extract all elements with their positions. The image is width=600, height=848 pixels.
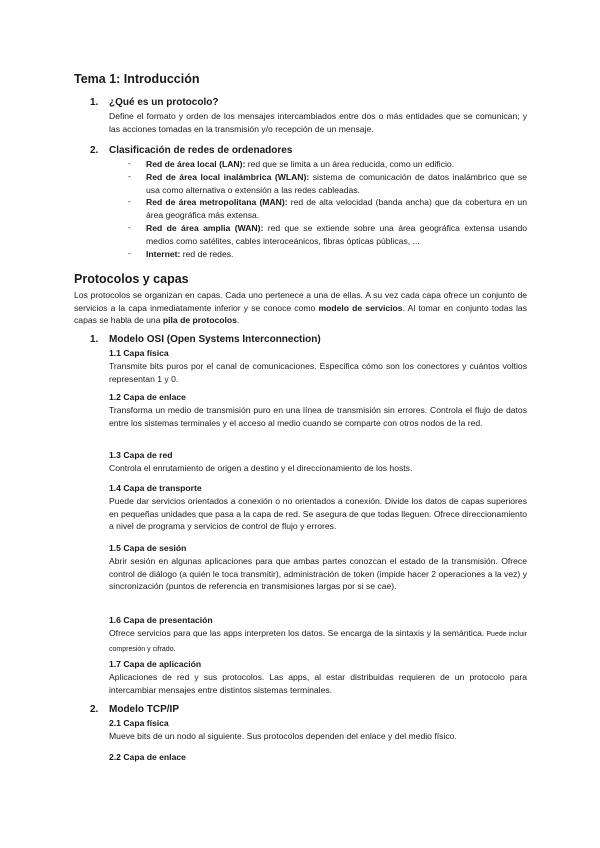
layer-title: 1.3 Capa de red: [109, 450, 173, 460]
layer-title: 2.1 Capa física: [109, 718, 169, 728]
term: Red de área amplia (WAN):: [146, 223, 264, 233]
layer-title: 1.7 Capa de aplicación: [109, 659, 202, 669]
layer-text: Aplicaciones de red y sus protocolos. Las apps, al estar distribuidas requieren de un protocolo para intercambiar mensajes entre distintos sistemas terminales.: [109, 672, 527, 695]
list-item-wlan: [146, 171, 527, 196]
tcp-number: 2.: [90, 704, 99, 715]
desc: red de redes.: [180, 249, 234, 259]
q1-text: Define el formato y orden de los mensajes intercambiados entre dos o más entidades que se comunican; y las acciones tomadas en la transmisión y/o recepción de un mensaje.: [109, 111, 527, 134]
layer-text: Mueve bits de un nodo al siguiente. Sus protocolos dependen del enlace y del medio físico.: [109, 731, 457, 741]
desc: sistema de comunicación de datos inalámbrico que se usa como alternativa o extensión a las redes cableadas.: [146, 172, 527, 195]
desc: red que se limita a un área reducida, como un edificio.: [245, 159, 455, 169]
desc: red que se extiende sobre una área geográfica extensa usando medios como satélites, cables interoceánicos, fibras ópticas públicas, ...: [146, 223, 528, 246]
layer-title: 2.2 Capa de enlace: [109, 752, 186, 762]
layer-text: Puede dar servicios orientados a conexión o no orientados a conexión. Divide los datos de capas superiores en pequeñas unidades que pasa a la capa de red. Se asegura de que todas lleguen. Ofrece direccionamiento a nivel de programa y servicios de control de flujo y errores.: [109, 496, 527, 532]
dash-bullet: -: [128, 171, 131, 181]
dash-bullet: -: [128, 222, 131, 232]
layer-title: 1.2 Capa de enlace: [109, 392, 186, 402]
term: Red de área metropolitana (MAN):: [146, 197, 288, 207]
layer-text: Ofrece servicios para que las apps interpreten los datos. Se encarga de la sintaxis y la semántica. Puede incluir compresión y cifrado.: [109, 628, 527, 653]
protocolos-intro: Los protocolos se organizan en capas. Cada uno pertenece a una de ellas. A su vez cada capa ofrece un conjunto de servicios a la capa inmediatamente inferior y se conoce como modelo de servicios. Al tomar en conjunto todas las capas se habla de una pila de protocolos.: [74, 290, 527, 326]
layer-text: Abrir sesión en algunas aplicaciones para que ambas partes conozcan el estado de la transmisión. Ofrece control de diálogo (a quién le toca transmitir), administración de token (impide hacer 2 operaciones a la vez) y sincronización (puntos de referencia en transmisiones largas por si se cae).: [109, 556, 527, 592]
list-item-lan: [146, 158, 527, 171]
dash-bullet: -: [128, 248, 131, 258]
term: Red de área local (LAN):: [146, 159, 246, 169]
layer-text: Transforma un medio de transmisión puro en una línea de transmisión sin errores. Controla el flujo de datos entre los sistemas terminales y el acceso al medio cuando se comparte con otros nodos de la red.: [109, 405, 527, 428]
layer-title: 1.1 Capa física: [109, 348, 169, 358]
section-heading: Protocolos y capas: [74, 272, 189, 286]
osi-title: Modelo OSI (Open Systems Interconnection): [109, 334, 321, 345]
term: Red de área local inalámbrica (WLAN):: [146, 172, 310, 182]
tcp-title: Modelo TCP/IP: [109, 704, 179, 715]
page-title: Tema 1: Introducción: [74, 72, 200, 86]
osi-number: 1.: [90, 334, 99, 345]
q2-title: Clasificación de redes de ordenadores: [109, 145, 293, 156]
layer-title: 1.6 Capa de presentación: [109, 615, 213, 625]
term: Internet:: [146, 249, 181, 259]
list-item-man: [146, 196, 527, 221]
layer-title: 1.5 Capa de sesión: [109, 543, 187, 553]
desc: red de alta velocidad (banda ancha) que da cobertura en un área geográfica más extensa.: [146, 197, 527, 220]
dash-bullet: -: [128, 158, 131, 168]
q1-number: 1.: [90, 97, 99, 108]
q1-title: ¿Qué es un protocolo?: [109, 97, 219, 108]
layer-text: Transmite bits puros por el canal de comunicaciones. Especifica cómo son los conectores y cuántos voltios representan 1 y 0.: [109, 361, 527, 384]
layer-text: Controla el enrutamiento de origen a destino y el direccionamiento de los hosts.: [109, 463, 413, 473]
list-item-wan: [146, 222, 527, 247]
dash-bullet: -: [128, 196, 131, 206]
list-item-internet: [146, 248, 527, 261]
q2-number: 2.: [90, 145, 99, 156]
layer-title: 1.4 Capa de transporte: [109, 483, 202, 493]
